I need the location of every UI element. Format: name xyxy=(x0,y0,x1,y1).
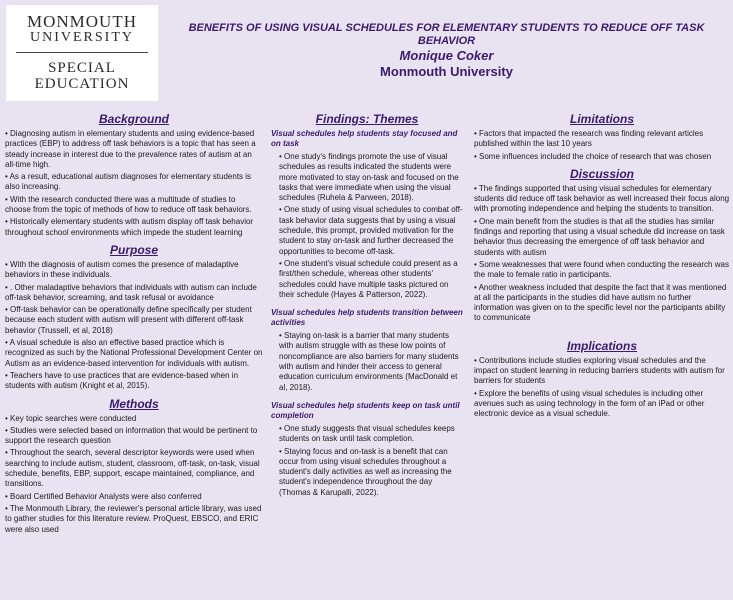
poster-title: BENEFITS OF USING VISUAL SCHEDULES FOR ELEMENTARY STUDENTS TO REDUCE OFF TASK BEHAVIOR xyxy=(188,22,705,47)
purpose-bullet: • A visual schedule is also an effective based practice which is recognized as such by the National Professional Development Center on Autism as an evidence-based intervention for individuals with autism. xyxy=(5,338,263,368)
methods-section xyxy=(5,397,263,535)
findings-bullet: • One study's findings promote the use of visual schedules as results indicated the students were more motivated to stay on-task and focused on the tasks that were immediate when using the visual schedules (Ruhela & Parween, 2018). xyxy=(279,152,459,203)
discussion-bullet: • The findings supported that using visual schedules for elementary students did reduce off task behavior as well increased their focus along with promoting independence and helping the students to transition. xyxy=(474,183,730,214)
purpose-bullet: • . Other maladaptive behaviors that individuals with autism can include off-task behavior, screaming, and task refusal or avoidance xyxy=(5,282,257,302)
findings-bullet: • Staying focus and on-task is a benefit that can occur from using visual schedules throughout a student's daily activities as well as increasing the student's independence throughout the day (Thomas & Karupalli, 2022). xyxy=(279,446,452,497)
findings-bullet: • One student's visual schedule could present as a first/then schedule, whereas other students' schedules could have multiple tasks pictured on their schedule (Hayes & Patterson, 2022). xyxy=(279,258,458,299)
column-left xyxy=(5,112,263,540)
findings-bullet: • Staying on-task is a barrier that many students with autism struggle with as these low points of noncompliance are also barriers for many students with autism and hinder their access to general education curriculum environments (MacDonald et al, 2018). xyxy=(279,331,459,392)
purpose-bullet: • With the diagnosis of autism comes the presence of maladaptive behaviors in these individuals. xyxy=(5,259,239,280)
poster-author: Monique Coker xyxy=(399,48,494,63)
methods-heading: Methods xyxy=(109,396,159,411)
discussion-bullet: • Another weakness included that despite the fact that it was mentioned at all the participants in the studies did have autism no further information was given on to the specific level nor the participants ability to communicate xyxy=(474,282,727,323)
logo-line-monmouth: MONMOUTH xyxy=(27,12,137,31)
implications-heading: Implications xyxy=(566,338,637,353)
poster-header xyxy=(160,22,733,80)
findings-section xyxy=(271,112,463,498)
findings-heading: Findings: Themes xyxy=(315,112,419,126)
background-bullet: • With the research conducted there was a multitude of studies to choose from the topic of methods of how to reduce off task behaviors. xyxy=(5,194,252,215)
limitations-bullet: • Factors that impacted the research was finding relevant articles published within the last 10 years xyxy=(474,129,704,149)
column-right xyxy=(474,112,730,425)
findings-theme-title: Visual schedules help students stay focused and on task xyxy=(271,129,458,148)
methods-bullet: • The Monmouth Library, the reviewer's personal article library, was used to gather studies for this literature review. ProQuest, EBSCO, and ERIC were also used xyxy=(5,503,262,534)
logo-line-university: UNIVERSITY xyxy=(30,30,134,45)
logo-divider xyxy=(16,52,148,53)
poster-institution: Monmouth University xyxy=(380,64,513,79)
methods-bullet: • Board Certified Behavior Analysts were also conferred xyxy=(5,491,202,501)
limitations-section xyxy=(474,112,730,162)
logo-line-special-education: SPECIAL EDUCATION xyxy=(34,60,130,92)
findings-bullet: • One study of using visual schedules to combat off-task behavior data suggests that by using a visual schedule, this prompt, provided motivation for the student to stay on-task and further decreased the opportunities to become off-task. xyxy=(279,205,463,256)
methods-bullet: • Key topic searches were conducted xyxy=(5,413,137,423)
background-bullet: • Diagnosing autism in elementary students and using evidence-based practices (EBP) to address off task behaviors is a topic that has seen a steady increase in interest due to the prevalence rates of autism at an all-time high. xyxy=(5,129,256,169)
background-bullet: • As a result, educational autism diagnoses for elementary students is also increasing. xyxy=(5,172,252,192)
background-section xyxy=(5,112,263,238)
limitations-heading: Limitations xyxy=(569,112,634,126)
purpose-bullet: • Off-task behavior can be operationally define specifically per student because each student with autism will present with different off-task behavior (Trussell, et al, 2018) xyxy=(5,305,252,335)
findings-bullet: • One study suggests that visual schedules keeps students on task until task completion. xyxy=(279,423,455,444)
methods-bullet: • Throughout the search, several descriptor keywords were used when searching to include autism, student, classroom, off-task, on-task, visual schedule, benefits, EBP, support, escape maintained, compliance, and transitions. xyxy=(5,448,260,489)
discussion-bullet: • One main benefit from the studies is that all the studies has similar findings and reporting that using a visual schedule did increase on task behavior thus decreasing the emergence of off task behavior and students with autism xyxy=(474,216,725,257)
background-bullet: • Historically elementary students with autism display off task behavior throughout school environments which impede the student learning xyxy=(5,217,254,237)
implications-section xyxy=(474,339,730,420)
discussion-bullet: • Some weaknesses that were found when conducting the research was the male to female ratio in participants. xyxy=(474,259,729,280)
implications-bullet: • Explore the benefits of using visual schedules is including other avenues such as using technology in the form of an iPad or other electronic device as a visual schedule. xyxy=(474,388,705,419)
purpose-bullet: • Teachers have to use practices that are evidence-based when in students with autism (Knight et al, 2015). xyxy=(5,370,239,391)
findings-theme-title: Visual schedules help students keep on task until completion xyxy=(271,400,460,420)
purpose-section xyxy=(5,243,263,392)
findings-theme-title: Visual schedules help students transition between activities xyxy=(271,308,463,328)
background-heading: Background xyxy=(98,112,169,126)
discussion-heading: Discussion xyxy=(569,166,635,181)
limitations-bullet: • Some influences included the choice of research that was chosen xyxy=(474,151,712,161)
discussion-section xyxy=(474,167,730,324)
purpose-heading: Purpose xyxy=(109,242,158,257)
university-logo xyxy=(6,5,158,101)
implications-bullet: • Contributions include studies exploring visual schedules and the impact on student learning in reducing barriers students with autism for barriers for students xyxy=(474,355,725,386)
methods-bullet: • Studies were selected based on information that would be pertinent to support the research question xyxy=(5,425,258,446)
column-middle xyxy=(271,112,463,503)
